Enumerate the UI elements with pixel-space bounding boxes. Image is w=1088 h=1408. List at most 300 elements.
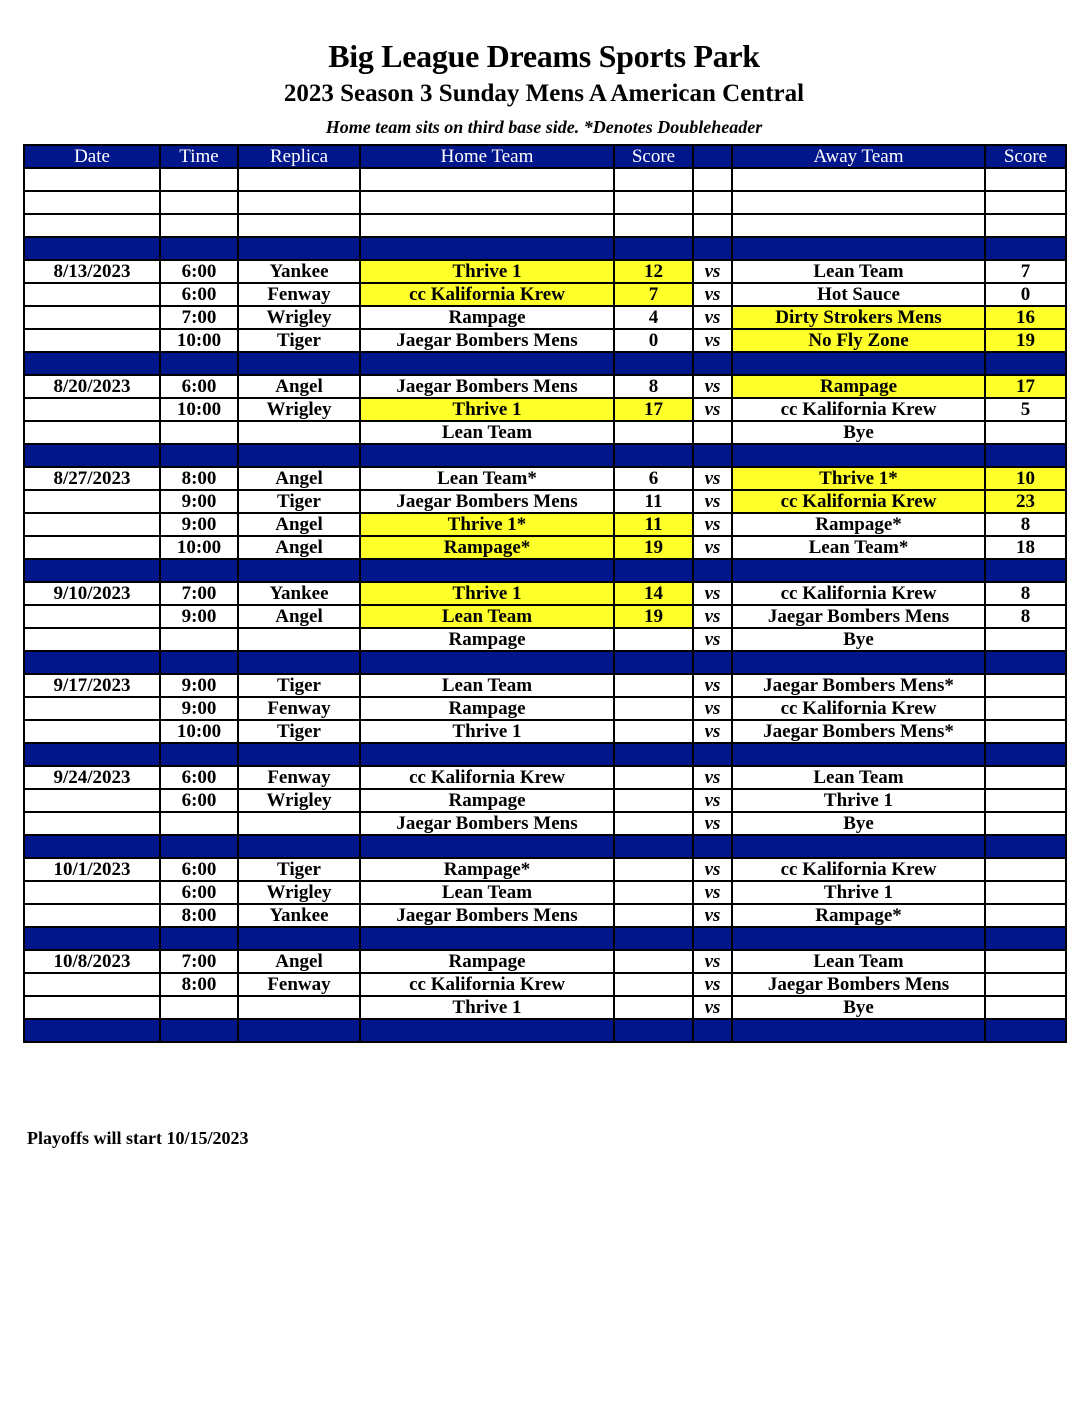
vs-cell — [693, 421, 732, 444]
replica-cell — [238, 237, 360, 260]
home-score-cell — [614, 191, 693, 214]
replica-cell: Tiger — [238, 720, 360, 743]
home-team-cell: Rampage — [360, 950, 614, 973]
vs-cell: vs — [693, 375, 732, 398]
time-cell — [160, 651, 238, 674]
col-header-away-team: Away Team — [732, 145, 985, 168]
home-team-cell: Lean Team — [360, 421, 614, 444]
game-row — [24, 628, 1066, 651]
replica-cell: Fenway — [238, 283, 360, 306]
vs-cell: vs — [693, 283, 732, 306]
home-team-cell: Jaegar Bombers Mens — [360, 490, 614, 513]
vs-cell — [693, 559, 732, 582]
replica-cell: Angel — [238, 605, 360, 628]
home-score-cell — [614, 927, 693, 950]
time-cell — [160, 812, 238, 835]
vs-cell: vs — [693, 398, 732, 421]
away-score-cell — [985, 1019, 1066, 1042]
away-team-cell: Thrive 1 — [732, 881, 985, 904]
date-cell — [24, 559, 160, 582]
home-score-cell: 12 — [614, 260, 693, 283]
time-cell: 10:00 — [160, 536, 238, 559]
time-cell: 6:00 — [160, 881, 238, 904]
week-separator-row — [24, 444, 1066, 467]
replica-cell: Angel — [238, 375, 360, 398]
away-score-cell — [985, 766, 1066, 789]
date-cell — [24, 513, 160, 536]
week-separator-row — [24, 927, 1066, 950]
home-team-cell: Thrive 1 — [360, 398, 614, 421]
home-team-cell: Lean Team — [360, 605, 614, 628]
date-cell — [24, 812, 160, 835]
time-cell — [160, 628, 238, 651]
time-cell: 6:00 — [160, 260, 238, 283]
home-team-cell: Thrive 1* — [360, 513, 614, 536]
away-score-cell: 23 — [985, 490, 1066, 513]
date-cell: 9/10/2023 — [24, 582, 160, 605]
date-cell — [24, 881, 160, 904]
home-team-cell — [360, 168, 614, 191]
away-score-cell: 0 — [985, 283, 1066, 306]
time-cell — [160, 1019, 238, 1042]
away-team-cell: Jaegar Bombers Mens — [732, 605, 985, 628]
date-cell — [24, 651, 160, 674]
game-row — [24, 283, 1066, 306]
home-score-cell — [614, 881, 693, 904]
vs-cell: vs — [693, 881, 732, 904]
blank-row — [24, 214, 1066, 237]
time-cell — [160, 214, 238, 237]
away-team-cell: cc Kalifornia Krew — [732, 582, 985, 605]
replica-cell: Fenway — [238, 973, 360, 996]
away-score-cell — [985, 697, 1066, 720]
replica-cell — [238, 927, 360, 950]
away-team-cell — [732, 743, 985, 766]
vs-cell: vs — [693, 628, 732, 651]
away-team-cell: Bye — [732, 996, 985, 1019]
col-header-vs — [693, 145, 732, 168]
home-score-cell — [614, 1019, 693, 1042]
replica-cell: Wrigley — [238, 789, 360, 812]
away-score-cell — [985, 444, 1066, 467]
away-team-cell — [732, 1019, 985, 1042]
replica-cell — [238, 996, 360, 1019]
time-cell: 8:00 — [160, 973, 238, 996]
time-cell: 9:00 — [160, 513, 238, 536]
home-score-cell: 19 — [614, 536, 693, 559]
week-separator-row — [24, 835, 1066, 858]
away-team-cell: Rampage — [732, 375, 985, 398]
away-score-cell: 10 — [985, 467, 1066, 490]
vs-cell — [693, 191, 732, 214]
game-row — [24, 329, 1066, 352]
home-team-cell — [360, 835, 614, 858]
game-row — [24, 421, 1066, 444]
game-row — [24, 904, 1066, 927]
home-team-cell — [360, 1019, 614, 1042]
replica-cell — [238, 628, 360, 651]
away-score-cell — [985, 559, 1066, 582]
away-team-cell: No Fly Zone — [732, 329, 985, 352]
away-team-cell: Lean Team* — [732, 536, 985, 559]
replica-cell — [238, 444, 360, 467]
home-score-cell: 19 — [614, 605, 693, 628]
game-row — [24, 950, 1066, 973]
away-team-cell — [732, 191, 985, 214]
vs-cell: vs — [693, 858, 732, 881]
time-cell — [160, 927, 238, 950]
away-team-cell: Jaegar Bombers Mens* — [732, 720, 985, 743]
vs-cell: vs — [693, 996, 732, 1019]
away-score-cell: 17 — [985, 375, 1066, 398]
away-score-cell — [985, 674, 1066, 697]
home-team-cell: Rampage — [360, 789, 614, 812]
away-score-cell — [985, 858, 1066, 881]
date-cell — [24, 743, 160, 766]
date-cell: 10/8/2023 — [24, 950, 160, 973]
week-separator-row — [24, 352, 1066, 375]
home-score-cell — [614, 743, 693, 766]
home-team-cell: Jaegar Bombers Mens — [360, 812, 614, 835]
replica-cell — [238, 191, 360, 214]
date-cell — [24, 444, 160, 467]
away-team-cell — [732, 352, 985, 375]
vs-cell: vs — [693, 973, 732, 996]
col-header-home-score: Score — [614, 145, 693, 168]
vs-cell: vs — [693, 306, 732, 329]
vs-cell: vs — [693, 260, 732, 283]
away-team-cell: Rampage* — [732, 513, 985, 536]
date-cell: 9/17/2023 — [24, 674, 160, 697]
game-row — [24, 490, 1066, 513]
replica-cell: Yankee — [238, 260, 360, 283]
time-cell: 7:00 — [160, 582, 238, 605]
vs-cell: vs — [693, 674, 732, 697]
home-team-cell: cc Kalifornia Krew — [360, 283, 614, 306]
vs-cell — [693, 352, 732, 375]
away-team-cell: Bye — [732, 628, 985, 651]
home-team-cell: Jaegar Bombers Mens — [360, 904, 614, 927]
time-cell: 10:00 — [160, 720, 238, 743]
home-score-cell — [614, 628, 693, 651]
home-team-cell: Thrive 1 — [360, 582, 614, 605]
away-team-cell — [732, 559, 985, 582]
home-score-cell: 17 — [614, 398, 693, 421]
game-row — [24, 996, 1066, 1019]
home-team-cell: Rampage — [360, 628, 614, 651]
home-score-cell: 6 — [614, 467, 693, 490]
time-cell: 8:00 — [160, 467, 238, 490]
away-score-cell — [985, 720, 1066, 743]
home-score-cell — [614, 352, 693, 375]
away-team-cell: Bye — [732, 812, 985, 835]
vs-cell: vs — [693, 904, 732, 927]
page-title: Big League Dreams Sports Park — [328, 38, 760, 74]
time-cell: 6:00 — [160, 789, 238, 812]
replica-cell: Wrigley — [238, 306, 360, 329]
replica-cell — [238, 651, 360, 674]
away-score-cell — [985, 651, 1066, 674]
time-cell — [160, 237, 238, 260]
home-team-cell: Lean Team* — [360, 467, 614, 490]
time-cell: 10:00 — [160, 329, 238, 352]
away-score-cell — [985, 789, 1066, 812]
week-separator-row — [24, 559, 1066, 582]
blank-row — [24, 191, 1066, 214]
home-score-cell — [614, 674, 693, 697]
date-cell — [24, 191, 160, 214]
away-team-cell — [732, 214, 985, 237]
time-cell: 9:00 — [160, 674, 238, 697]
date-cell — [24, 490, 160, 513]
time-cell: 7:00 — [160, 950, 238, 973]
game-row — [24, 605, 1066, 628]
vs-cell — [693, 927, 732, 950]
game-row — [24, 513, 1066, 536]
date-cell — [24, 720, 160, 743]
game-row — [24, 582, 1066, 605]
home-score-cell: 7 — [614, 283, 693, 306]
header-row — [24, 145, 1066, 168]
home-team-cell — [360, 352, 614, 375]
away-team-cell: Dirty Strokers Mens — [732, 306, 985, 329]
date-cell — [24, 996, 160, 1019]
replica-cell: Angel — [238, 513, 360, 536]
away-score-cell — [985, 835, 1066, 858]
time-cell — [160, 352, 238, 375]
away-score-cell — [985, 237, 1066, 260]
date-cell — [24, 927, 160, 950]
home-score-cell — [614, 789, 693, 812]
home-team-cell: Lean Team — [360, 674, 614, 697]
vs-cell: vs — [693, 605, 732, 628]
home-team-cell: Jaegar Bombers Mens — [360, 375, 614, 398]
home-team-cell: cc Kalifornia Krew — [360, 766, 614, 789]
home-team-cell: Thrive 1 — [360, 720, 614, 743]
replica-cell: Yankee — [238, 582, 360, 605]
vs-cell: vs — [693, 329, 732, 352]
replica-cell: Angel — [238, 536, 360, 559]
home-score-cell: 11 — [614, 513, 693, 536]
col-header-home-team: Home Team — [360, 145, 614, 168]
vs-cell: vs — [693, 582, 732, 605]
week-separator-row — [24, 237, 1066, 260]
game-row — [24, 720, 1066, 743]
time-cell: 7:00 — [160, 306, 238, 329]
away-score-cell — [985, 421, 1066, 444]
replica-cell — [238, 743, 360, 766]
home-team-cell: Thrive 1 — [360, 260, 614, 283]
time-cell: 9:00 — [160, 697, 238, 720]
replica-cell — [238, 352, 360, 375]
home-score-cell — [614, 237, 693, 260]
away-score-cell: 5 — [985, 398, 1066, 421]
date-cell — [24, 605, 160, 628]
date-cell — [24, 1019, 160, 1042]
vs-cell — [693, 1019, 732, 1042]
vs-cell — [693, 168, 732, 191]
away-team-cell — [732, 168, 985, 191]
date-cell — [24, 421, 160, 444]
time-cell: 9:00 — [160, 605, 238, 628]
vs-cell — [693, 835, 732, 858]
col-header-away-score: Score — [985, 145, 1066, 168]
home-score-cell: 8 — [614, 375, 693, 398]
away-score-cell — [985, 927, 1066, 950]
home-score-cell — [614, 697, 693, 720]
date-cell — [24, 536, 160, 559]
away-team-cell: cc Kalifornia Krew — [732, 490, 985, 513]
home-score-cell: 0 — [614, 329, 693, 352]
time-cell: 6:00 — [160, 858, 238, 881]
game-row — [24, 398, 1066, 421]
away-score-cell — [985, 743, 1066, 766]
away-team-cell — [732, 651, 985, 674]
date-cell — [24, 168, 160, 191]
time-cell — [160, 421, 238, 444]
home-score-cell — [614, 168, 693, 191]
away-team-cell — [732, 444, 985, 467]
away-score-cell: 16 — [985, 306, 1066, 329]
date-cell — [24, 352, 160, 375]
away-score-cell: 7 — [985, 260, 1066, 283]
replica-cell: Angel — [238, 950, 360, 973]
date-cell — [24, 329, 160, 352]
away-score-cell — [985, 214, 1066, 237]
date-cell: 8/20/2023 — [24, 375, 160, 398]
vs-cell — [693, 237, 732, 260]
home-team-cell — [360, 743, 614, 766]
home-team-cell: Rampage* — [360, 858, 614, 881]
home-score-cell — [614, 766, 693, 789]
away-score-cell — [985, 881, 1066, 904]
home-score-cell — [614, 904, 693, 927]
home-score-cell — [614, 812, 693, 835]
week-separator-row — [24, 651, 1066, 674]
game-row — [24, 674, 1066, 697]
replica-cell: Tiger — [238, 858, 360, 881]
vs-cell: vs — [693, 536, 732, 559]
time-cell: 10:00 — [160, 398, 238, 421]
vs-cell: vs — [693, 812, 732, 835]
home-score-cell — [614, 214, 693, 237]
replica-cell — [238, 1019, 360, 1042]
home-score-cell — [614, 444, 693, 467]
time-cell: 6:00 — [160, 766, 238, 789]
home-team-cell: Thrive 1 — [360, 996, 614, 1019]
home-score-cell — [614, 835, 693, 858]
date-cell: 8/27/2023 — [24, 467, 160, 490]
away-team-cell: Bye — [732, 421, 985, 444]
game-row — [24, 766, 1066, 789]
page-subtitle: 2023 Season 3 Sunday Mens A American Central — [283, 80, 805, 107]
away-score-cell — [985, 973, 1066, 996]
home-team-cell: Rampage — [360, 697, 614, 720]
replica-cell: Tiger — [238, 674, 360, 697]
replica-cell: Fenway — [238, 697, 360, 720]
home-team-cell: Jaegar Bombers Mens — [360, 329, 614, 352]
time-cell — [160, 191, 238, 214]
schedule-table — [23, 144, 1067, 1043]
home-team-cell: Rampage — [360, 306, 614, 329]
home-score-cell — [614, 858, 693, 881]
home-team-cell: cc Kalifornia Krew — [360, 973, 614, 996]
game-row — [24, 881, 1066, 904]
home-score-cell: 4 — [614, 306, 693, 329]
time-cell — [160, 743, 238, 766]
away-score-cell — [985, 812, 1066, 835]
replica-cell: Wrigley — [238, 881, 360, 904]
date-cell: 8/13/2023 — [24, 260, 160, 283]
vs-cell: vs — [693, 467, 732, 490]
home-score-cell — [614, 950, 693, 973]
col-header-date: Date — [24, 145, 160, 168]
time-cell: 8:00 — [160, 904, 238, 927]
date-cell: 9/24/2023 — [24, 766, 160, 789]
week-separator-row — [24, 1019, 1066, 1042]
vs-cell — [693, 651, 732, 674]
away-team-cell: Lean Team — [732, 950, 985, 973]
vs-cell — [693, 214, 732, 237]
home-score-cell: 14 — [614, 582, 693, 605]
vs-cell: vs — [693, 720, 732, 743]
away-score-cell — [985, 996, 1066, 1019]
replica-cell — [238, 835, 360, 858]
date-cell — [24, 904, 160, 927]
replica-cell: Angel — [238, 467, 360, 490]
away-team-cell: Jaegar Bombers Mens — [732, 973, 985, 996]
away-team-cell — [732, 927, 985, 950]
playoffs-note: Playoffs will start 10/15/2023 — [27, 1128, 249, 1148]
away-team-cell: Hot Sauce — [732, 283, 985, 306]
away-score-cell — [985, 191, 1066, 214]
time-cell: 9:00 — [160, 490, 238, 513]
vs-cell — [693, 444, 732, 467]
game-row — [24, 789, 1066, 812]
blank-row — [24, 168, 1066, 191]
vs-cell: vs — [693, 950, 732, 973]
week-separator-row — [24, 743, 1066, 766]
col-header-replica: Replica — [238, 145, 360, 168]
date-cell — [24, 306, 160, 329]
date-cell — [24, 628, 160, 651]
home-score-cell — [614, 559, 693, 582]
home-team-cell: Rampage* — [360, 536, 614, 559]
home-score-cell: 11 — [614, 490, 693, 513]
home-score-cell — [614, 720, 693, 743]
away-score-cell: 8 — [985, 582, 1066, 605]
home-team-cell — [360, 559, 614, 582]
schedule-body — [24, 168, 1066, 1042]
date-cell: 10/1/2023 — [24, 858, 160, 881]
vs-cell: vs — [693, 789, 732, 812]
replica-cell: Wrigley — [238, 398, 360, 421]
away-score-cell — [985, 904, 1066, 927]
away-team-cell: cc Kalifornia Krew — [732, 858, 985, 881]
col-header-time: Time — [160, 145, 238, 168]
away-score-cell — [985, 168, 1066, 191]
vs-cell — [693, 743, 732, 766]
away-team-cell: Lean Team — [732, 766, 985, 789]
home-team-cell — [360, 214, 614, 237]
replica-cell: Tiger — [238, 329, 360, 352]
game-row — [24, 375, 1066, 398]
vs-cell: vs — [693, 490, 732, 513]
home-team-cell — [360, 191, 614, 214]
away-score-cell: 19 — [985, 329, 1066, 352]
date-cell — [24, 283, 160, 306]
vs-cell: vs — [693, 766, 732, 789]
